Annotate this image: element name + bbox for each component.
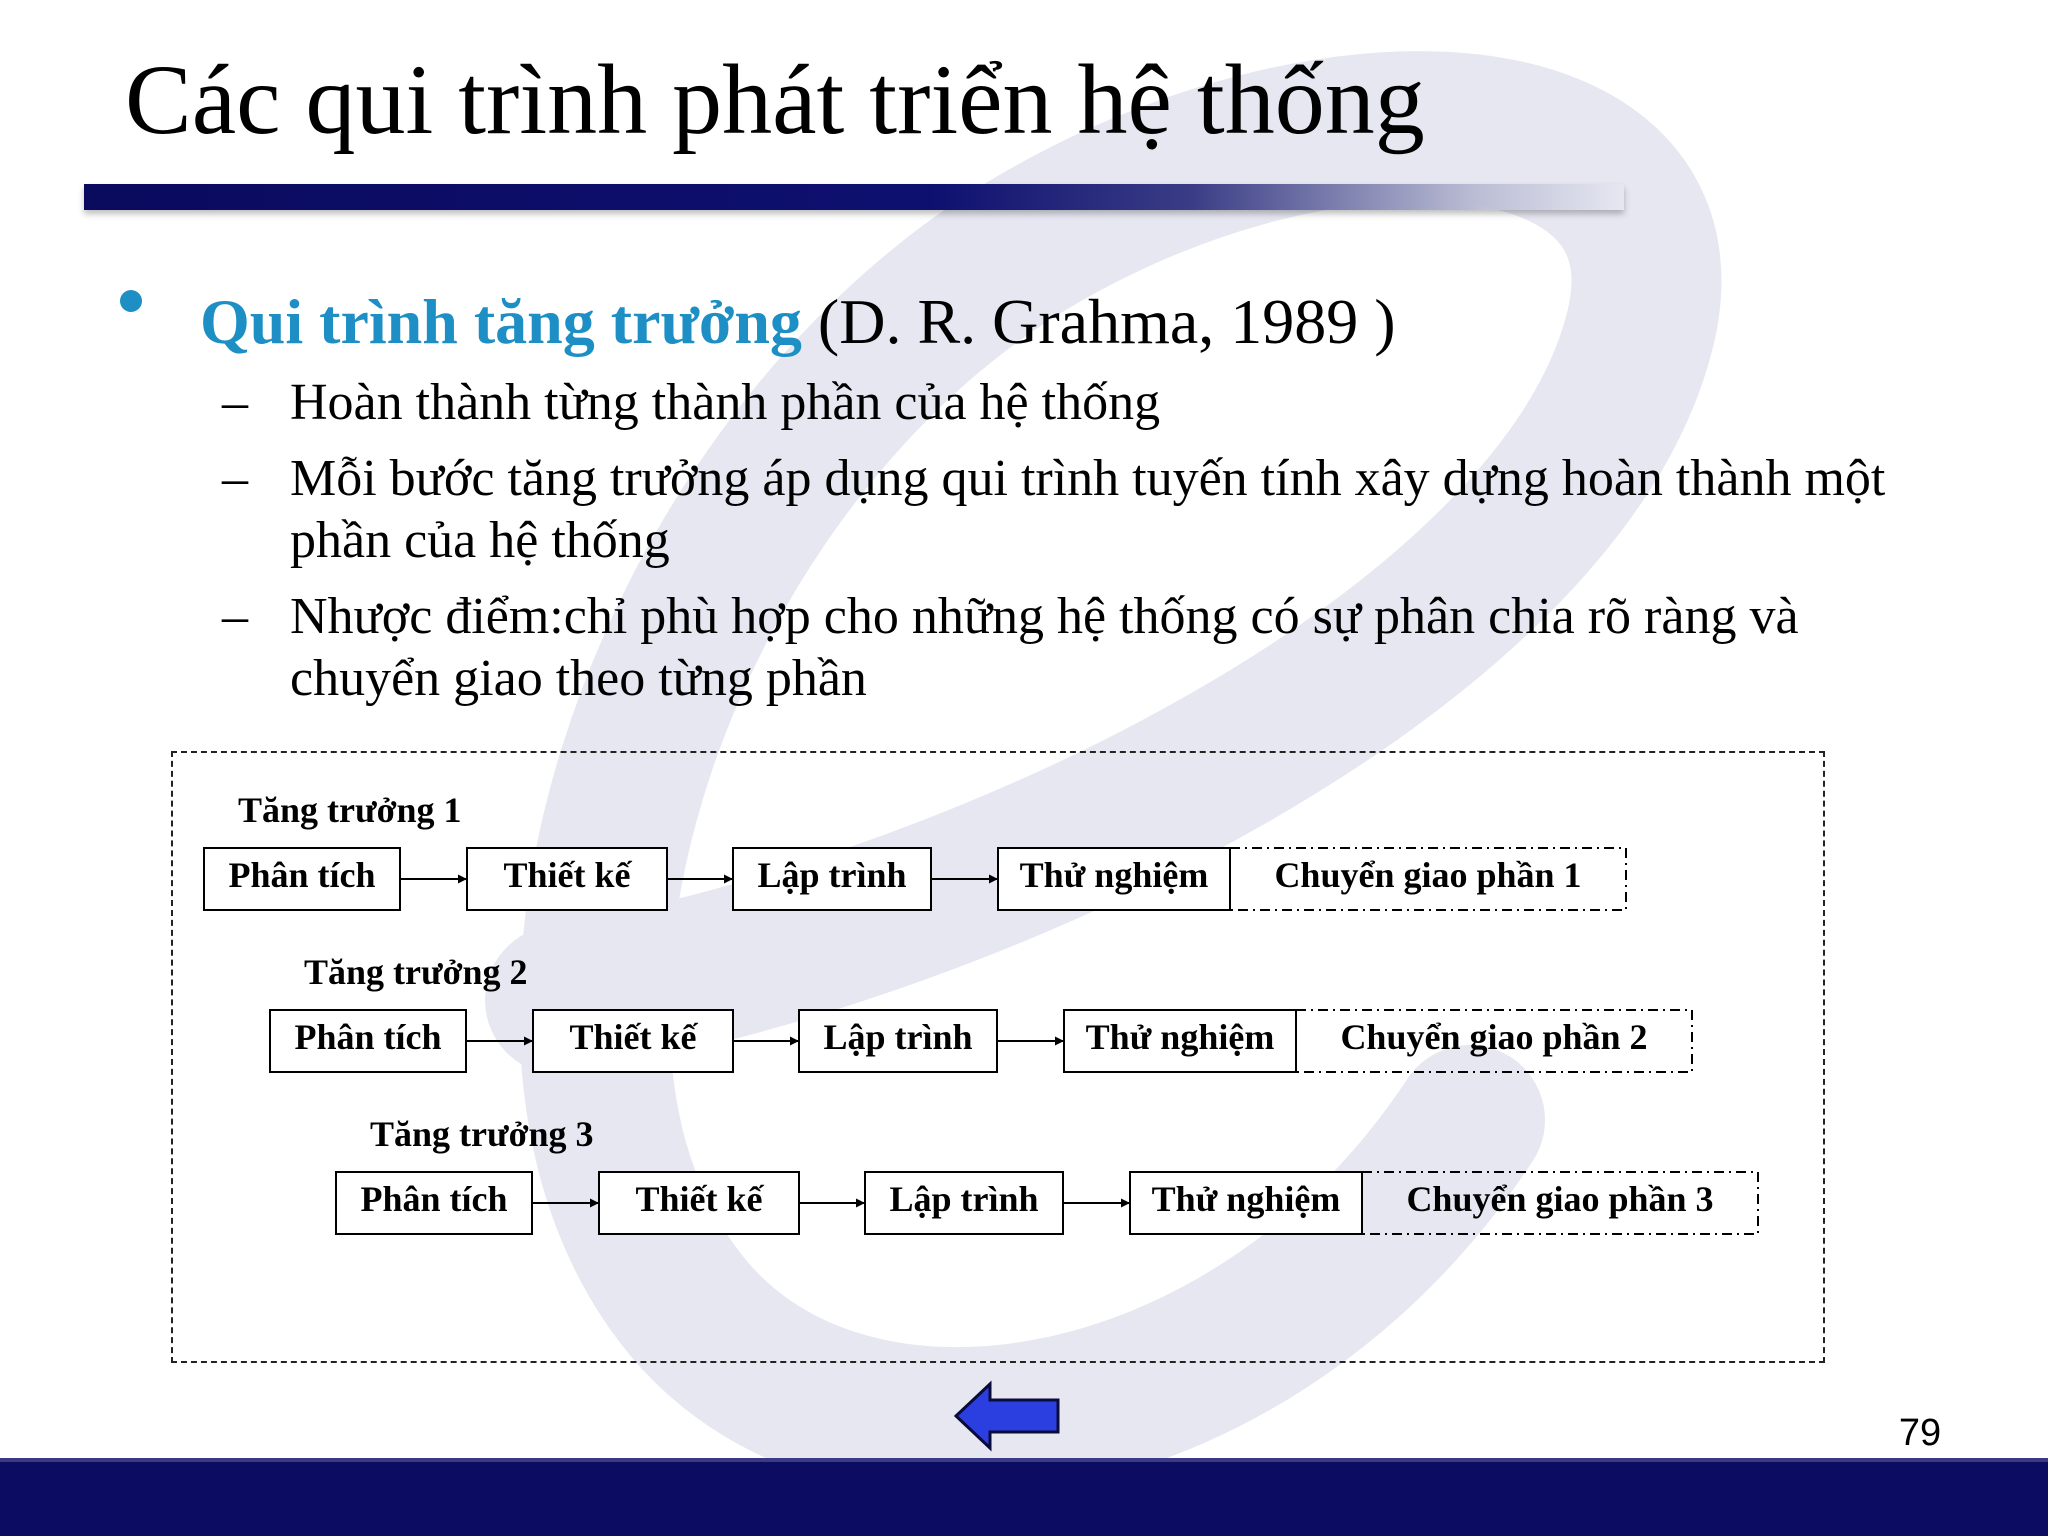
step-label: Phân tích — [294, 1017, 442, 1057]
step-label: Lập trình — [757, 855, 907, 895]
sub-item-dash: – — [222, 374, 248, 431]
sub-item-dash: – — [222, 450, 248, 507]
increment-1 — [204, 790, 1626, 910]
delivery-label: Chuyển giao phần 2 — [1340, 1017, 1648, 1057]
delivery-label: Chuyển giao phần 3 — [1406, 1179, 1714, 1219]
increment-label: Tăng trưởng 2 — [304, 952, 528, 992]
sub-item-text: Mỗi bước tăng trưởng áp dụng qui trình tuyến tính xây dựng hoàn thành một phần của hệ thống — [290, 450, 1886, 569]
step-label: Lập trình — [823, 1017, 973, 1057]
step-label: Thiết kế — [635, 1179, 763, 1219]
increment-label: Tăng trưởng 1 — [238, 790, 462, 830]
page-number: 79 — [1898, 1412, 1942, 1454]
step-label: Thử nghiệm — [1019, 855, 1209, 895]
step-label: Thiết kế — [503, 855, 631, 895]
sub-item-text: Hoàn thành từng thành phần của hệ thống — [290, 374, 1161, 431]
increment-3 — [336, 1114, 1758, 1234]
increment-label: Tăng trưởng 3 — [370, 1114, 594, 1154]
sub-item-text: Nhược điểm:chỉ phù hợp cho những hệ thống có sự phân chia rõ ràng và chuyển giao theo từng phần — [290, 588, 1799, 707]
delivery-label: Chuyển giao phần 1 — [1274, 855, 1582, 895]
slide-title: Các qui trình phát triển hệ thống — [125, 44, 1425, 155]
step-label: Phân tích — [360, 1179, 508, 1219]
step-label: Phân tích — [228, 855, 376, 895]
footer-bar — [0, 1458, 2048, 1536]
step-label: Thử nghiệm — [1151, 1179, 1341, 1219]
step-label: Lập trình — [889, 1179, 1039, 1219]
increment-2 — [270, 952, 1692, 1072]
sub-item-dash: – — [222, 588, 248, 645]
bullet-citation: (D. R. Grahma, 1989 ) — [801, 286, 1396, 357]
left-arrow-icon[interactable] — [954, 1380, 1060, 1452]
bullet-highlight: Qui trình tăng trưởng — [200, 286, 802, 357]
step-label: Thiết kế — [569, 1017, 697, 1057]
step-label: Thử nghiệm — [1085, 1017, 1275, 1057]
